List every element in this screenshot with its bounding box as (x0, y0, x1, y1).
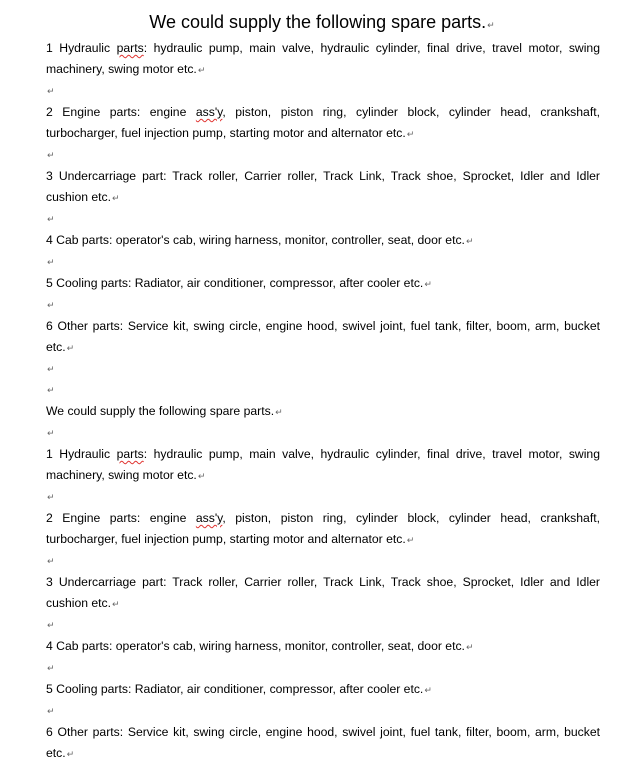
text-run: 4 Cab parts: operator's cab, wiring harness, monitor, controller, seat, door etc. (46, 639, 465, 653)
text-run: We could supply the following spare parts. (46, 404, 275, 418)
paragraph-hydraulic-parts (46, 38, 600, 81)
empty-paragraph (46, 145, 600, 166)
paragraph-mark-icon: ↵ (47, 385, 55, 395)
paragraph-mark-icon: ↵ (47, 257, 55, 267)
paragraph-engine-parts (46, 508, 600, 551)
paragraph-mark-icon: ↵ (47, 428, 55, 438)
paragraph-mark-icon: ↵ (66, 749, 75, 759)
paragraph-mark-icon: ↵ (406, 129, 415, 139)
paragraph-mark-icon: ↵ (424, 279, 432, 289)
empty-paragraph (46, 380, 600, 401)
text-run: 4 Cab parts: operator's cab, wiring harness, monitor, controller, seat, door etc. (46, 233, 465, 247)
paragraph-mark-icon: ↵ (66, 343, 75, 353)
text-run: , piston, piston ring, cylinder block, cylinder head, crankshaft, turbocharger, fuel injection pump, starting motor and alternator etc. (46, 105, 600, 140)
text-run: 5 Cooling parts: Radiator, air conditioner, compressor, after cooler etc. (46, 276, 424, 290)
text-run: 1 Hydraulic (46, 447, 117, 461)
paragraph-cooling-parts (46, 273, 600, 295)
paragraph-mark-icon: ↵ (47, 556, 55, 566)
paragraph-mark-icon: ↵ (112, 599, 120, 609)
empty-paragraph (46, 295, 600, 316)
empty-paragraph (46, 81, 600, 102)
paragraph-mark-icon: ↵ (47, 364, 55, 374)
paragraph-mark-icon: ↵ (47, 663, 55, 673)
text-run: 2 Engine parts: engine (46, 105, 196, 119)
text-run: 2 Engine parts: engine (46, 511, 196, 525)
paragraph-cab-parts (46, 636, 600, 658)
paragraph-mark-icon: ↵ (487, 20, 495, 30)
spellcheck-word: ass'y (195, 105, 223, 119)
empty-paragraph (46, 615, 600, 636)
paragraph-mark-icon: ↵ (197, 65, 206, 75)
paragraph-undercarriage-part (46, 166, 600, 209)
empty-paragraph (46, 423, 600, 444)
text-run: 3 Undercarriage part: Track roller, Carrier roller, Track Link, Track shoe, Sprocket, Idler and Idler cushion etc. (46, 169, 600, 204)
paragraph-mark-icon: ↵ (47, 492, 55, 502)
paragraph-other-parts (46, 316, 600, 359)
spellcheck-word: ass'y (195, 511, 223, 525)
paragraph-other-parts (46, 722, 600, 765)
paragraph-cooling-parts (46, 679, 600, 701)
empty-paragraph (46, 701, 600, 722)
paragraph-mark-icon: ↵ (47, 214, 55, 224)
paragraph-mark-icon: ↵ (47, 706, 55, 716)
text-run: 1 Hydraulic (46, 41, 117, 55)
paragraph-mark-icon: ↵ (465, 642, 474, 652)
empty-paragraph (46, 209, 600, 230)
paragraph-mark-icon: ↵ (465, 236, 474, 246)
document-page (46, 0, 600, 765)
spellcheck-word: parts (116, 41, 144, 55)
empty-paragraph (46, 551, 600, 572)
paragraph-engine-parts (46, 102, 600, 145)
empty-paragraph (46, 252, 600, 273)
empty-paragraph (46, 487, 600, 508)
title-text: We could supply the following spare parts. (149, 12, 487, 32)
empty-paragraph (46, 658, 600, 679)
spellcheck-word: parts (116, 447, 144, 461)
paragraph-mark-icon: ↵ (47, 86, 55, 96)
paragraph-cab-parts (46, 230, 600, 252)
text-run: 6 Other parts: Service kit, swing circle, engine hood, swivel joint, fuel tank, filter, boom, arm, bucket etc. (46, 725, 600, 760)
text-run: 5 Cooling parts: Radiator, air conditioner, compressor, after cooler etc. (46, 682, 424, 696)
paragraph-mark-icon: ↵ (197, 471, 206, 481)
paragraph-hydraulic-parts (46, 444, 600, 487)
document-title (44, 9, 600, 35)
paragraph-undercarriage-part (46, 572, 600, 615)
paragraph-mark-icon: ↵ (47, 620, 55, 630)
text-run: : hydraulic pump, main valve, hydraulic cylinder, final drive, travel motor, swing machinery, swing motor etc. (46, 447, 600, 482)
text-run: 3 Undercarriage part: Track roller, Carrier roller, Track Link, Track shoe, Sprocket, Idler and Idler cushion etc. (46, 575, 600, 610)
text-run: , piston, piston ring, cylinder block, cylinder head, crankshaft, turbocharger, fuel injection pump, starting motor and alternator etc. (46, 511, 600, 546)
text-run: : hydraulic pump, main valve, hydraulic cylinder, final drive, travel motor, swing machinery, swing motor etc. (46, 41, 600, 76)
paragraph-mark-icon: ↵ (47, 300, 55, 310)
paragraph-mark-icon: ↵ (47, 150, 55, 160)
repeat-heading (46, 401, 600, 423)
text-run: 6 Other parts: Service kit, swing circle, engine hood, swivel joint, fuel tank, filter, boom, arm, bucket etc. (46, 319, 600, 354)
paragraph-mark-icon: ↵ (275, 407, 283, 417)
paragraph-mark-icon: ↵ (424, 685, 432, 695)
paragraph-mark-icon: ↵ (112, 193, 120, 203)
empty-paragraph (46, 359, 600, 380)
paragraph-mark-icon: ↵ (406, 535, 415, 545)
